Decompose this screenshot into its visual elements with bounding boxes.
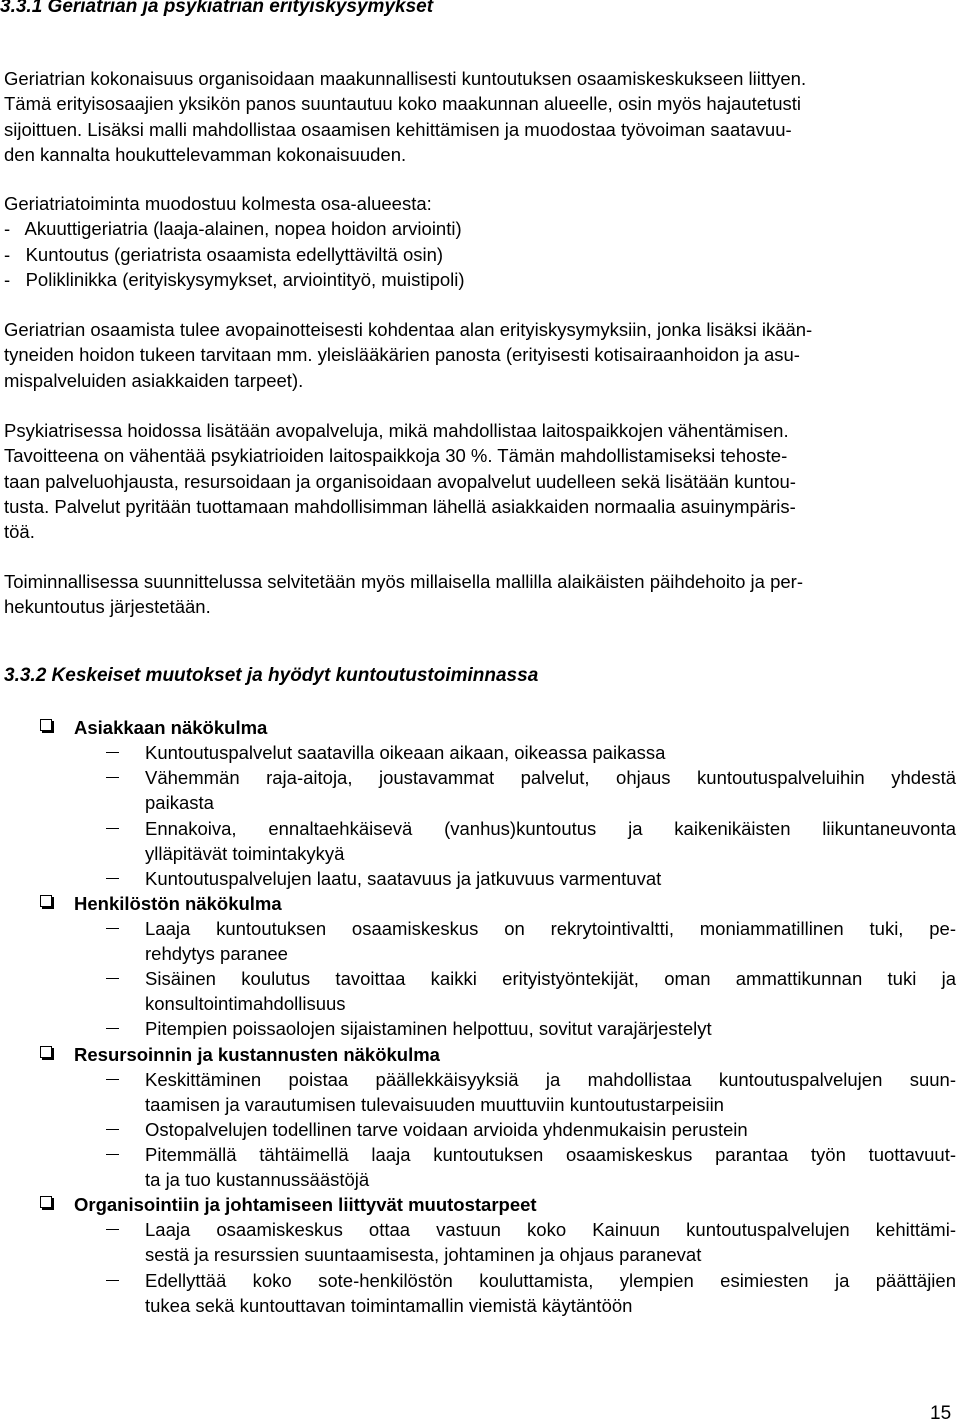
text-line: ylläpitävät toimintakykyä: [145, 843, 345, 865]
checkbox-square-icon: [40, 895, 52, 907]
text-line: töä.: [4, 521, 35, 543]
text-line: tyneiden hoidon tukeen tarvitaan mm. yleislääkärien panosta (erityisesti kotisairaanhoidon ja asu-: [4, 344, 800, 366]
text-line: konsultointimahdollisuus: [145, 993, 346, 1015]
dash-icon: [106, 1280, 119, 1281]
section-title: Henkilöstön näkökulma: [74, 893, 282, 914]
text-line: Kuntoutuspalvelut saatavilla oikeaan aikaan, oikeassa paikassa: [145, 742, 666, 763]
text-line: den kannalta houkuttelevamman kokonaisuuden.: [4, 143, 407, 165]
text-line: Psykiatrisessa hoidossa lisätään avopalveluja, mikä mahdollistaa laitospaikkojen vähentämisen.: [4, 420, 789, 441]
list-item: - Kuntoutus (geriatrista osaamista edellyttäviltä osin): [4, 243, 444, 265]
dash-icon: [106, 752, 119, 753]
dash-icon: [106, 1154, 119, 1155]
text-line: tusta. Palvelut pyritään tuottamaan mahdollisimman lähellä asiakkaiden normaalia asuinympäris-: [4, 495, 796, 517]
text-line: Pitempien poissaolojen sijaistaminen helpottuu, sovitut varajärjestelyt: [145, 1018, 712, 1039]
text-line: Ennakoiva, ennaltaehkäisevä (vanhus)kuntoutus ja kaikenikäisten liikuntaneuvonta: [145, 818, 956, 839]
text-line: Toiminnallisessa suunnittelussa selvitetään myös millaisella mallilla alaikäisten päihdehoito ja per-: [4, 571, 803, 592]
section-title: Asiakkaan näkökulma: [74, 717, 268, 738]
dash-icon: [106, 828, 119, 829]
text-line: Laaja kuntoutuksen osaamiskeskus on rekrytointivaltti, moniammatillinen tuki, pe-: [145, 918, 956, 939]
dash-icon: [106, 1229, 119, 1230]
dash-icon: [106, 978, 119, 979]
text-line: tukea sekä kuntouttavan toimintamallin viemistä käytäntöön: [145, 1295, 633, 1317]
section-heading-3-3-1: 3.3.1 Geriatrian ja psykiatrian erityiskysymykset: [0, 0, 434, 17]
text-line: Sisäinen koulutus tavoittaa kaikki erityistyöntekijät, oman ammattikunnan tuki ja: [145, 968, 956, 989]
text-line: Kuntoutuspalvelujen laatu, saatavuus ja jatkuvuus varmentuvat: [145, 868, 662, 889]
text-line: Vähemmän raja-aitoja, joustavammat palvelut, ohjaus kuntoutuspalveluihin yhdestä: [145, 767, 956, 788]
checkbox-square-icon: [40, 1196, 52, 1208]
dash-icon: [106, 928, 119, 929]
page-number: 15: [930, 1403, 952, 1424]
dash-icon: [106, 1028, 119, 1029]
section-title: Resursoinnin ja kustannusten näkökulma: [74, 1044, 440, 1065]
text-line: mispalveluiden asiakkaiden tarpeet).: [4, 369, 304, 391]
dash-icon: [106, 1129, 119, 1130]
section-heading-3-3-2: 3.3.2 Keskeiset muutokset ja hyödyt kuntoutustoiminnassa: [4, 665, 539, 686]
text-line: sijoittuen. Lisäksi malli mahdollistaa osaamisen kehittämisen ja muodostaa työvoiman saatavuu-: [4, 118, 792, 140]
text-line: taan palveluohjausta, resursoidaan ja organisoidaan avopalvelut uudelleen sekä lisätään kuntou-: [4, 470, 796, 492]
paragraph-substance-treatment: [4, 569, 956, 620]
text-line: Ostopalvelujen todellinen tarve voidaan arvioida yhdenmukaisin perustein: [145, 1119, 748, 1140]
text-line: Geriatrian kokonaisuus organisoidaan maakunnallisesti kuntoutuksen osaamiskeskukseen liittyen.: [4, 68, 807, 89]
text-line: taamisen ja varautumisen tulevaisuuden muuttuviin kuntoutustarpeisiin: [145, 1094, 724, 1116]
text-line: Laaja osaamiskeskus ottaa vastuun koko Kainuun kuntoutuspalvelujen kehittämi-: [145, 1219, 956, 1240]
text-line: Geriatrian osaamista tulee avopainotteisesti kohdentaa alan erityiskysymyksiin, jonka lisäksi ikään-: [4, 319, 813, 340]
text-line: Edellyttää koko sote-henkilöstön kouluttamista, ylempien esimiesten ja päättäjien: [145, 1270, 956, 1291]
dash-icon: [106, 777, 119, 778]
dash-icon: [106, 878, 119, 879]
paragraph-geriatrics-expertise: [4, 317, 956, 393]
text-line: Keskittäminen poistaa päällekkäisyyksiä ja mahdollistaa kuntoutuspalvelujen suun-: [145, 1069, 956, 1090]
text-line: paikasta: [145, 792, 214, 814]
text-line: ta ja tuo kustannussäästöjä: [145, 1169, 370, 1191]
text-line: rehdytys paranee: [145, 943, 288, 965]
list-item: - Akuuttigeriatria (laaja-alainen, nopea hoidon arviointi): [4, 218, 462, 240]
paragraph-geriatrics-areas: [4, 191, 956, 292]
checkbox-square-icon: [40, 719, 52, 731]
list-item: - Poliklinikka (erityiskysymykset, arviointityö, muistipoli): [4, 268, 465, 290]
text-line: Geriatriatoiminta muodostuu kolmesta osa-alueesta:: [4, 193, 432, 214]
checkbox-square-icon: [40, 1046, 52, 1058]
text-line: sestä ja resurssien suuntaamisesta, johtaminen ja ohjaus paranevat: [145, 1244, 702, 1266]
text-line: hekuntoutus järjestetään.: [4, 596, 211, 618]
paragraph-geriatrics-organisation: [4, 66, 956, 167]
text-line: Tämä erityisosaajien yksikön panos suuntautuu koko maakunnan alueelle, osin myös hajautetusti: [4, 93, 801, 115]
section-title: Organisointiin ja johtamiseen liittyvät muutostarpeet: [74, 1194, 537, 1215]
paragraph-psychiatry: [4, 418, 956, 544]
dash-icon: [106, 1079, 119, 1080]
text-line: Pitemmällä tähtäimellä laaja kuntoutuksen osaamiskeskus parantaa työn tuottavuut-: [145, 1144, 956, 1165]
text-line: Tavoitteena on vähentää psykiatrioiden laitospaikkoja 30 %. Tämän mahdollistamiseksi tehoste-: [4, 445, 788, 467]
